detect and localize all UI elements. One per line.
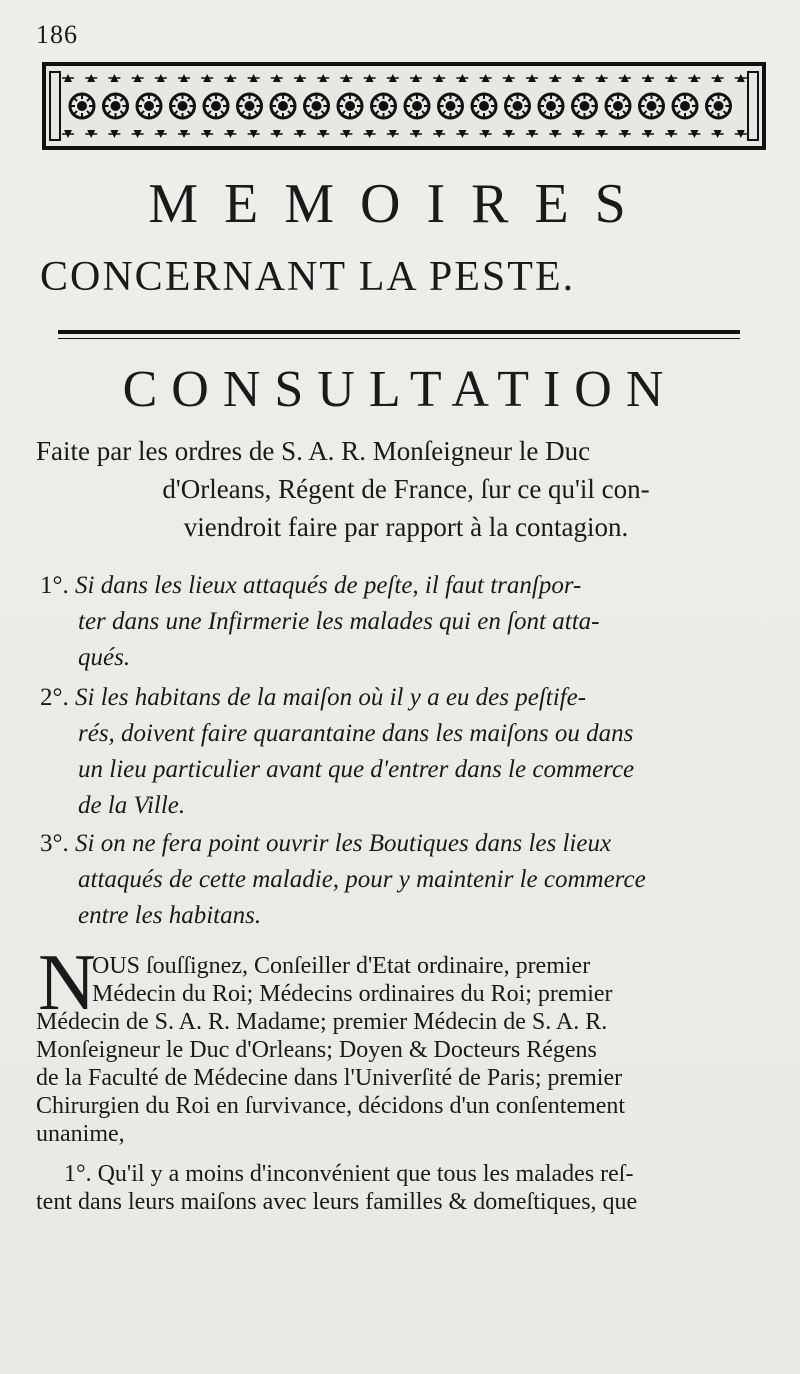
paragraph-line: Médecin de S. A. R. Madame; premier Médecin de S. A. R.: [36, 1009, 608, 1035]
drop-cap-letter: N: [38, 939, 96, 1027]
paragraph-line: Médecin du Roi; Médecins ordinaires du Roi; premier: [92, 981, 613, 1007]
paragraph-line: de la Faculté de Médecine dans l'Univerſité de Paris; premier: [36, 1065, 623, 1091]
paragraph-line: Monſeigneur le Duc d'Orleans; Doyen & Docteurs Régens: [36, 1037, 597, 1063]
question-line: Si les habitans de la maiſon où il y a eu des peſtife-: [75, 684, 587, 711]
paragraph-line: tent dans leurs maiſons avec leurs familles & domeſtiques, que: [36, 1189, 638, 1215]
fleuron-pattern-icon: [46, 66, 762, 146]
question-2: [40, 680, 780, 824]
question-3: [40, 826, 780, 934]
subtitle-line: d'Orleans, Régent de France, ſur ce qu'il con-: [162, 474, 650, 504]
subtitle-line: viendroit faire par rapport à la contagion.: [183, 512, 629, 542]
question-line: de la Ville.: [78, 792, 186, 819]
question-number: 3°.: [40, 830, 69, 857]
section-title-consultation: CONSULTATION: [122, 361, 678, 418]
paragraph-line: Chirurgien du Roi en ſurvivance, décidons d'un conſentement: [36, 1093, 626, 1119]
point-1-paragraph: [36, 1160, 776, 1216]
paragraph-line: unanime,: [36, 1121, 125, 1147]
question-line: un lieu particulier avant que d'entrer dans le commerce: [78, 756, 635, 783]
main-title-concernant: CONCERNANT LA PESTE.: [40, 254, 576, 300]
question-line: attaqués de cette maladie, pour y maintenir le commerce: [78, 866, 646, 893]
question-line: entre les habitans.: [78, 902, 262, 929]
question-1: [40, 568, 780, 676]
main-title-memoires: MEMOIRES: [148, 173, 652, 235]
consultation-subtitle: [36, 432, 776, 546]
decision-paragraph: [36, 952, 776, 1148]
double-rule-divider: [58, 330, 740, 339]
subtitle-line: Faite par les ordres de S. A. R. Monſeigneur le Duc: [36, 436, 591, 466]
question-number: 2°.: [40, 684, 69, 711]
question-number: 1°.: [40, 572, 69, 599]
fleuron-ornament-band: [42, 62, 766, 150]
paragraph-line: OUS ſouſſignez, Conſeiller d'Etat ordinaire, premier: [92, 953, 591, 979]
question-line: qués.: [78, 644, 131, 671]
paragraph-line: 1°. Qu'il y a moins d'inconvénient que tous les malades reſ-: [64, 1161, 634, 1187]
question-line: Si on ne fera point ouvrir les Boutiques dans les lieux: [75, 830, 612, 857]
question-line: ter dans une Infirmerie les malades qui en ſont atta-: [78, 608, 600, 635]
question-line: Si dans les lieux attaqués de peſte, il faut tranſpor-: [75, 572, 582, 599]
page-number: 186: [36, 20, 78, 49]
question-line: rés, doivent faire quarantaine dans les maiſons ou dans: [78, 720, 634, 747]
